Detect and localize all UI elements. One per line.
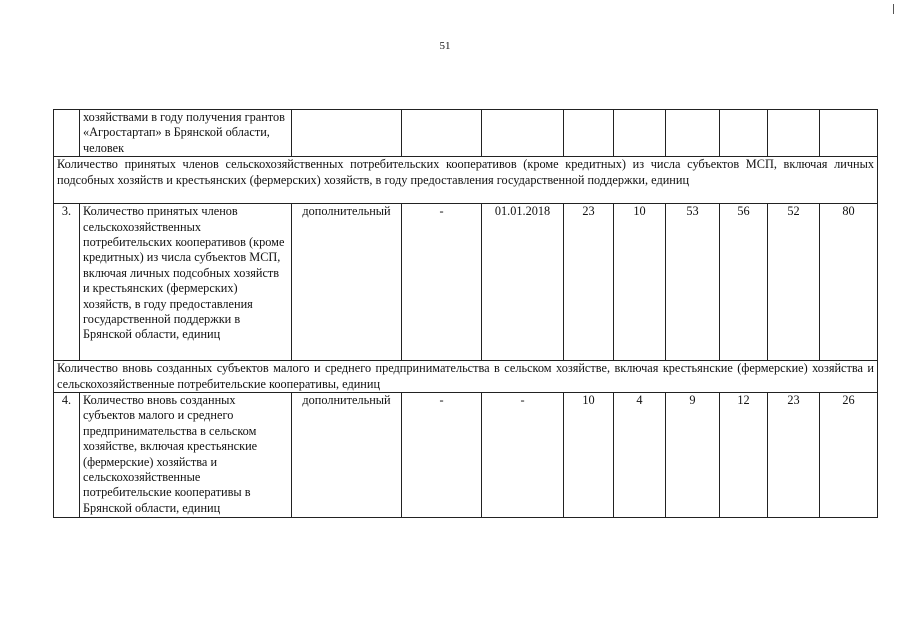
table-row-section-heading	[54, 157, 878, 204]
table-row-continued	[54, 110, 878, 157]
indicator-type-cell: дополнительный	[292, 393, 402, 518]
empty-cell	[564, 110, 614, 157]
base-date-cell: 01.01.2018	[482, 204, 564, 361]
empty-cell	[614, 110, 666, 157]
index-cell: 4.	[54, 393, 80, 518]
empty-cell	[666, 110, 720, 157]
value-cell: 53	[666, 204, 720, 361]
value-cell: 10	[564, 393, 614, 518]
base-date-cell: -	[482, 393, 564, 518]
value-cell: 12	[720, 393, 768, 518]
value-cell: 56	[720, 204, 768, 361]
value-cell: 23	[564, 204, 614, 361]
indicator-type-cell: дополнительный	[292, 204, 402, 361]
scan-edge-mark	[893, 4, 894, 14]
table-row-item-3	[54, 204, 878, 361]
indicator-name-cell: хозяйствами в году получения грантов «Агростартап» в Брянской области, человек	[80, 110, 292, 157]
table-row-section-heading	[54, 361, 878, 393]
value-cell: 10	[614, 204, 666, 361]
empty-cell	[402, 110, 482, 157]
empty-cell	[768, 110, 820, 157]
value-cell: 52	[768, 204, 820, 361]
page-number: 51	[439, 40, 451, 52]
section-heading-cell: Количество принятых членов сельскохозяйственных потребительских кооперативов (кроме кредитных) из числа субъектов МСП, включая личных подсобных хозяйств и крестьянских (фермерских) хозяйств, в году предоставления государственной поддержки, единиц	[54, 157, 878, 204]
index-cell: 3.	[54, 204, 80, 361]
section-heading-cell: Количество вновь созданных субъектов малого и среднего предпринимательства в сельском хозяйстве, включая крестьянские (фермерские) хозяйства и сельскохозяйственные потребительские кооперативы, единиц	[54, 361, 878, 393]
indicator-name-cell: Количество вновь созданных субъектов малого и среднего предпринимательства в сельском хозяйстве, включая крестьянские (фермерские) хозяйства и сельскохозяйственные потребительские кооперативы в Брянской области, единиц	[80, 393, 292, 518]
empty-cell	[720, 110, 768, 157]
indicators-table	[53, 109, 878, 518]
index-cell	[54, 110, 80, 157]
value-cell: 80	[820, 204, 878, 361]
empty-cell	[292, 110, 402, 157]
value-cell: 23	[768, 393, 820, 518]
value-cell: 26	[820, 393, 878, 518]
indicator-name-cell: Количество принятых членов сельскохозяйственных потребительских кооперативов (кроме кредитных) из числа субъектов МСП, включая личных подсобных хозяйств и крестьянских (фермерских) хозяйств, в году предоставления государственной поддержки в Брянской области, единиц	[80, 204, 292, 361]
value-cell: 9	[666, 393, 720, 518]
value-cell: 4	[614, 393, 666, 518]
base-value-cell: -	[402, 204, 482, 361]
table-row-item-4	[54, 393, 878, 518]
base-value-cell: -	[402, 393, 482, 518]
empty-cell	[482, 110, 564, 157]
empty-cell	[820, 110, 878, 157]
